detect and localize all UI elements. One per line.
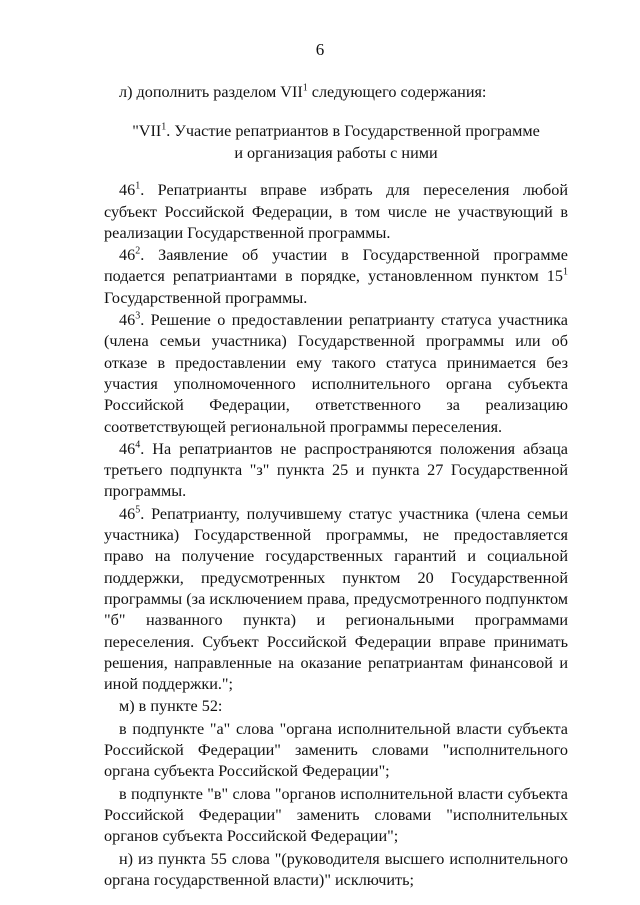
- paragraph-text: . Репатрианты вправе избрать для переселения любой субъект Российской Федерации, в том числе не участвующий в реализации Государственной программы.: [104, 181, 568, 242]
- paragraph-text: . Заявление об участии в Государственной программе подается репатриантами в порядке, установленном пунктом 15: [104, 246, 568, 286]
- paragraph-46-3: [104, 310, 568, 438]
- paragraph-46-5: [104, 504, 568, 696]
- paragraph-superscript: 2: [135, 245, 141, 257]
- paragraph-superscript: 1: [135, 180, 141, 192]
- section-title: [104, 120, 568, 164]
- paragraph-number: 46: [119, 181, 136, 200]
- section-title-superscript: 1: [161, 121, 167, 133]
- paragraph-text: . На репатриантов не распространяются положения абзаца третьего подпункта "з" пункта 25 и пункта 27 Государственной программы.: [104, 439, 568, 501]
- item-m: м) в пункте 52:: [119, 697, 223, 716]
- paragraph-superscript: 3: [135, 310, 141, 322]
- paragraph-superscript: 5: [135, 504, 141, 516]
- item-n: н) из пункта 55 слова "(руководителя высшего исполнительного органа государственной власти)" исключить;: [104, 849, 568, 889]
- intro-superscript: 1: [302, 82, 308, 94]
- paragraph-text-after: Государственной программы.: [104, 288, 308, 307]
- intro-text-before: л) дополнить разделом VII: [119, 83, 303, 101]
- paragraph-number: 46: [119, 504, 136, 523]
- paragraph-46-4: [104, 439, 568, 503]
- paragraph-46-1: [104, 180, 568, 244]
- intro-text-after: следующего содержания:: [307, 83, 487, 101]
- paragraph-inner-superscript: 1: [563, 267, 568, 279]
- paragraph-number: 46: [119, 311, 136, 330]
- paragraph-text: . Решение о предоставлении репатрианту статуса участника (члена семьи участника) Государственной программы или об отказе в предоставлении ему такого статуса принимается без участия уполномоченного исполнительного органа субъекта Российской Федерации, ответственного за реализацию соответствующей региональной программы переселения.: [104, 311, 568, 436]
- section-title-prefix: "VII: [132, 122, 162, 141]
- page-number: 6: [315, 40, 325, 59]
- document-body: [104, 82, 568, 892]
- paragraph-text: . Репатрианту, получившему статус участника (члена семьи участника) Государственной программы, не предоставляется право на получение государственных гарантий и социальной поддержки, предусмотренных пунктом 20 Государственной программы (за исключением права, предусмотренного подпунктом "б" названного пункта) и региональными программами переселения. Субъект Российской Федерации вправе принимать решения, направленные на оказание репатриантам финансовой и иной поддержки.";: [104, 504, 568, 694]
- paragraph-number: 46: [119, 439, 136, 458]
- paragraph-superscript: 4: [135, 439, 141, 451]
- section-title-rest: . Участие репатриантов в Государственной программе: [166, 122, 540, 141]
- section-title-line-1: [104, 120, 568, 142]
- item-m-subpoint-v: в подпункте "в" слова "органов исполнительной власти субъекта Российской Федерации" заменить словами "исполнительных органов субъекта Российской Федерации";: [104, 784, 568, 846]
- section-title-line-2: и организация работы с ними: [234, 144, 438, 163]
- item-m-subpoint-a: в подпункте "а" слова "органа исполнительной власти субъекта Российской Федерации" заменить словами "исполнительного органа субъекта Российской Федерации";: [104, 719, 568, 781]
- paragraph-46-2: [104, 245, 568, 309]
- intro-line: [104, 82, 568, 103]
- paragraph-number: 46: [119, 246, 136, 265]
